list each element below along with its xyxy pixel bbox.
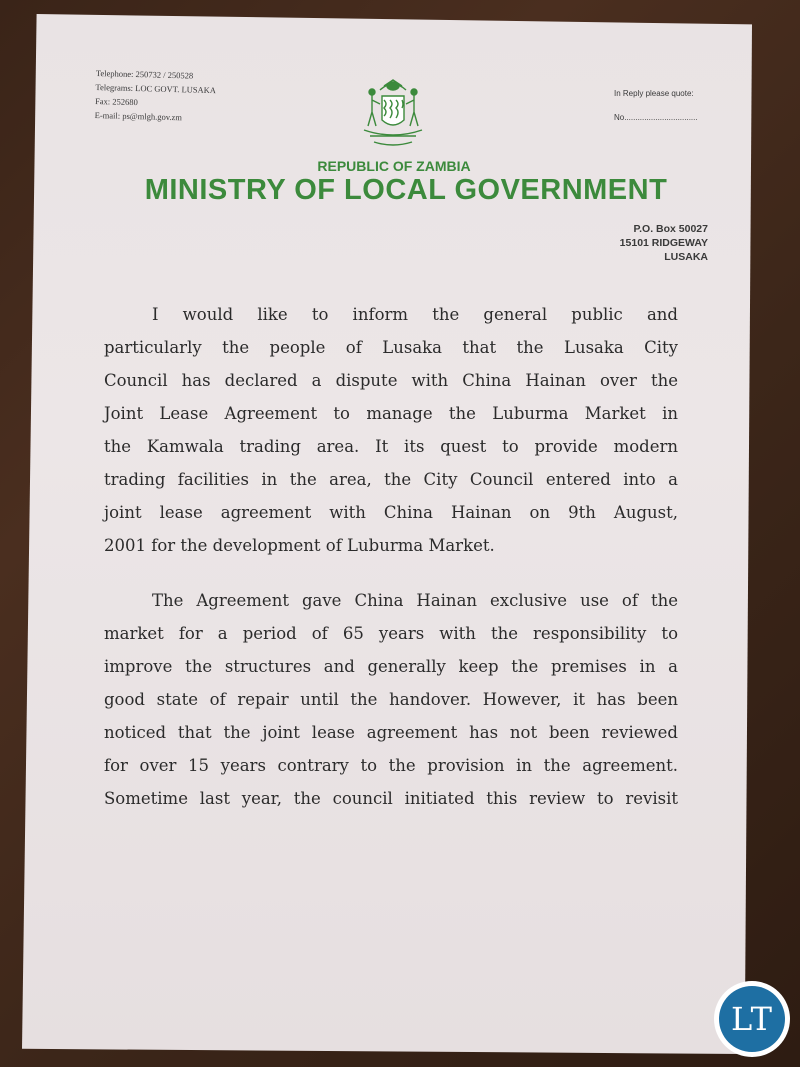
text-line: Council has declared a dispute with China Hainan over the: [104, 371, 678, 390]
reply-quote-block: [614, 82, 698, 130]
text-line: the Kamwala trading area. It its quest to provide modern: [104, 437, 678, 456]
ministry-heading: MINISTRY OF LOCAL GOVERNMENT: [144, 174, 668, 206]
text-line: joint lease agreement with China Hainan on 9th August,: [104, 503, 678, 522]
text-line: particularly the people of Lusaka that the Lusaka City: [104, 338, 678, 357]
reference-number-field: [614, 106, 698, 130]
contact-block: [95, 66, 217, 125]
text-line: for over 15 years contrary to the provision in the agreement.: [104, 756, 678, 775]
text-line: trading facilities in the area, the City Council entered into a: [104, 470, 678, 489]
paragraph-1: [104, 298, 678, 562]
text-line: I would like to inform the general public and: [152, 305, 678, 324]
reply-label: In Reply please quote:: [614, 89, 694, 98]
text-line: The Agreement gave China Hainan exclusive use of the: [152, 591, 678, 610]
address-line: P.O. Box 50027: [633, 223, 708, 235]
lt-watermark-logo: [714, 981, 790, 1057]
email-line: E-mail: ps@mlgh.gov.zm: [94, 109, 183, 123]
coat-of-arms-icon: [350, 76, 436, 152]
text-line: market for a period of 65 years with the responsibility to: [104, 624, 678, 643]
text-line: Sometime last year, the council initiated this review to revisit: [104, 789, 678, 808]
text-line: 2001 for the development of Luburma Market.: [104, 536, 495, 555]
lt-logo-text: LT: [719, 986, 785, 1052]
telephone-line: Telephone: 250732 / 250528: [95, 67, 194, 81]
telegrams-line: Telegrams: LOC GOVT. LUSAKA: [95, 81, 217, 96]
text-line: noticed that the joint lease agreement has not been reviewed: [104, 723, 678, 742]
paragraph-2: [104, 584, 678, 815]
no-label: No.: [614, 113, 627, 122]
address-line: LUSAKA: [664, 251, 708, 263]
text-line: good state of repair until the handover. However, it has been: [104, 690, 678, 709]
postal-address: [620, 222, 708, 264]
text-line: Joint Lease Agreement to manage the Luburma Market in: [104, 404, 678, 423]
republic-heading: REPUBLIC OF ZAMBIA: [317, 158, 471, 174]
fax-line: Fax: 252680: [94, 95, 138, 108]
address-line: 15101 RIDGEWAY: [619, 237, 708, 249]
letter-body: [104, 298, 678, 815]
text-line: improve the structures and generally keep the premises in a: [104, 657, 678, 676]
